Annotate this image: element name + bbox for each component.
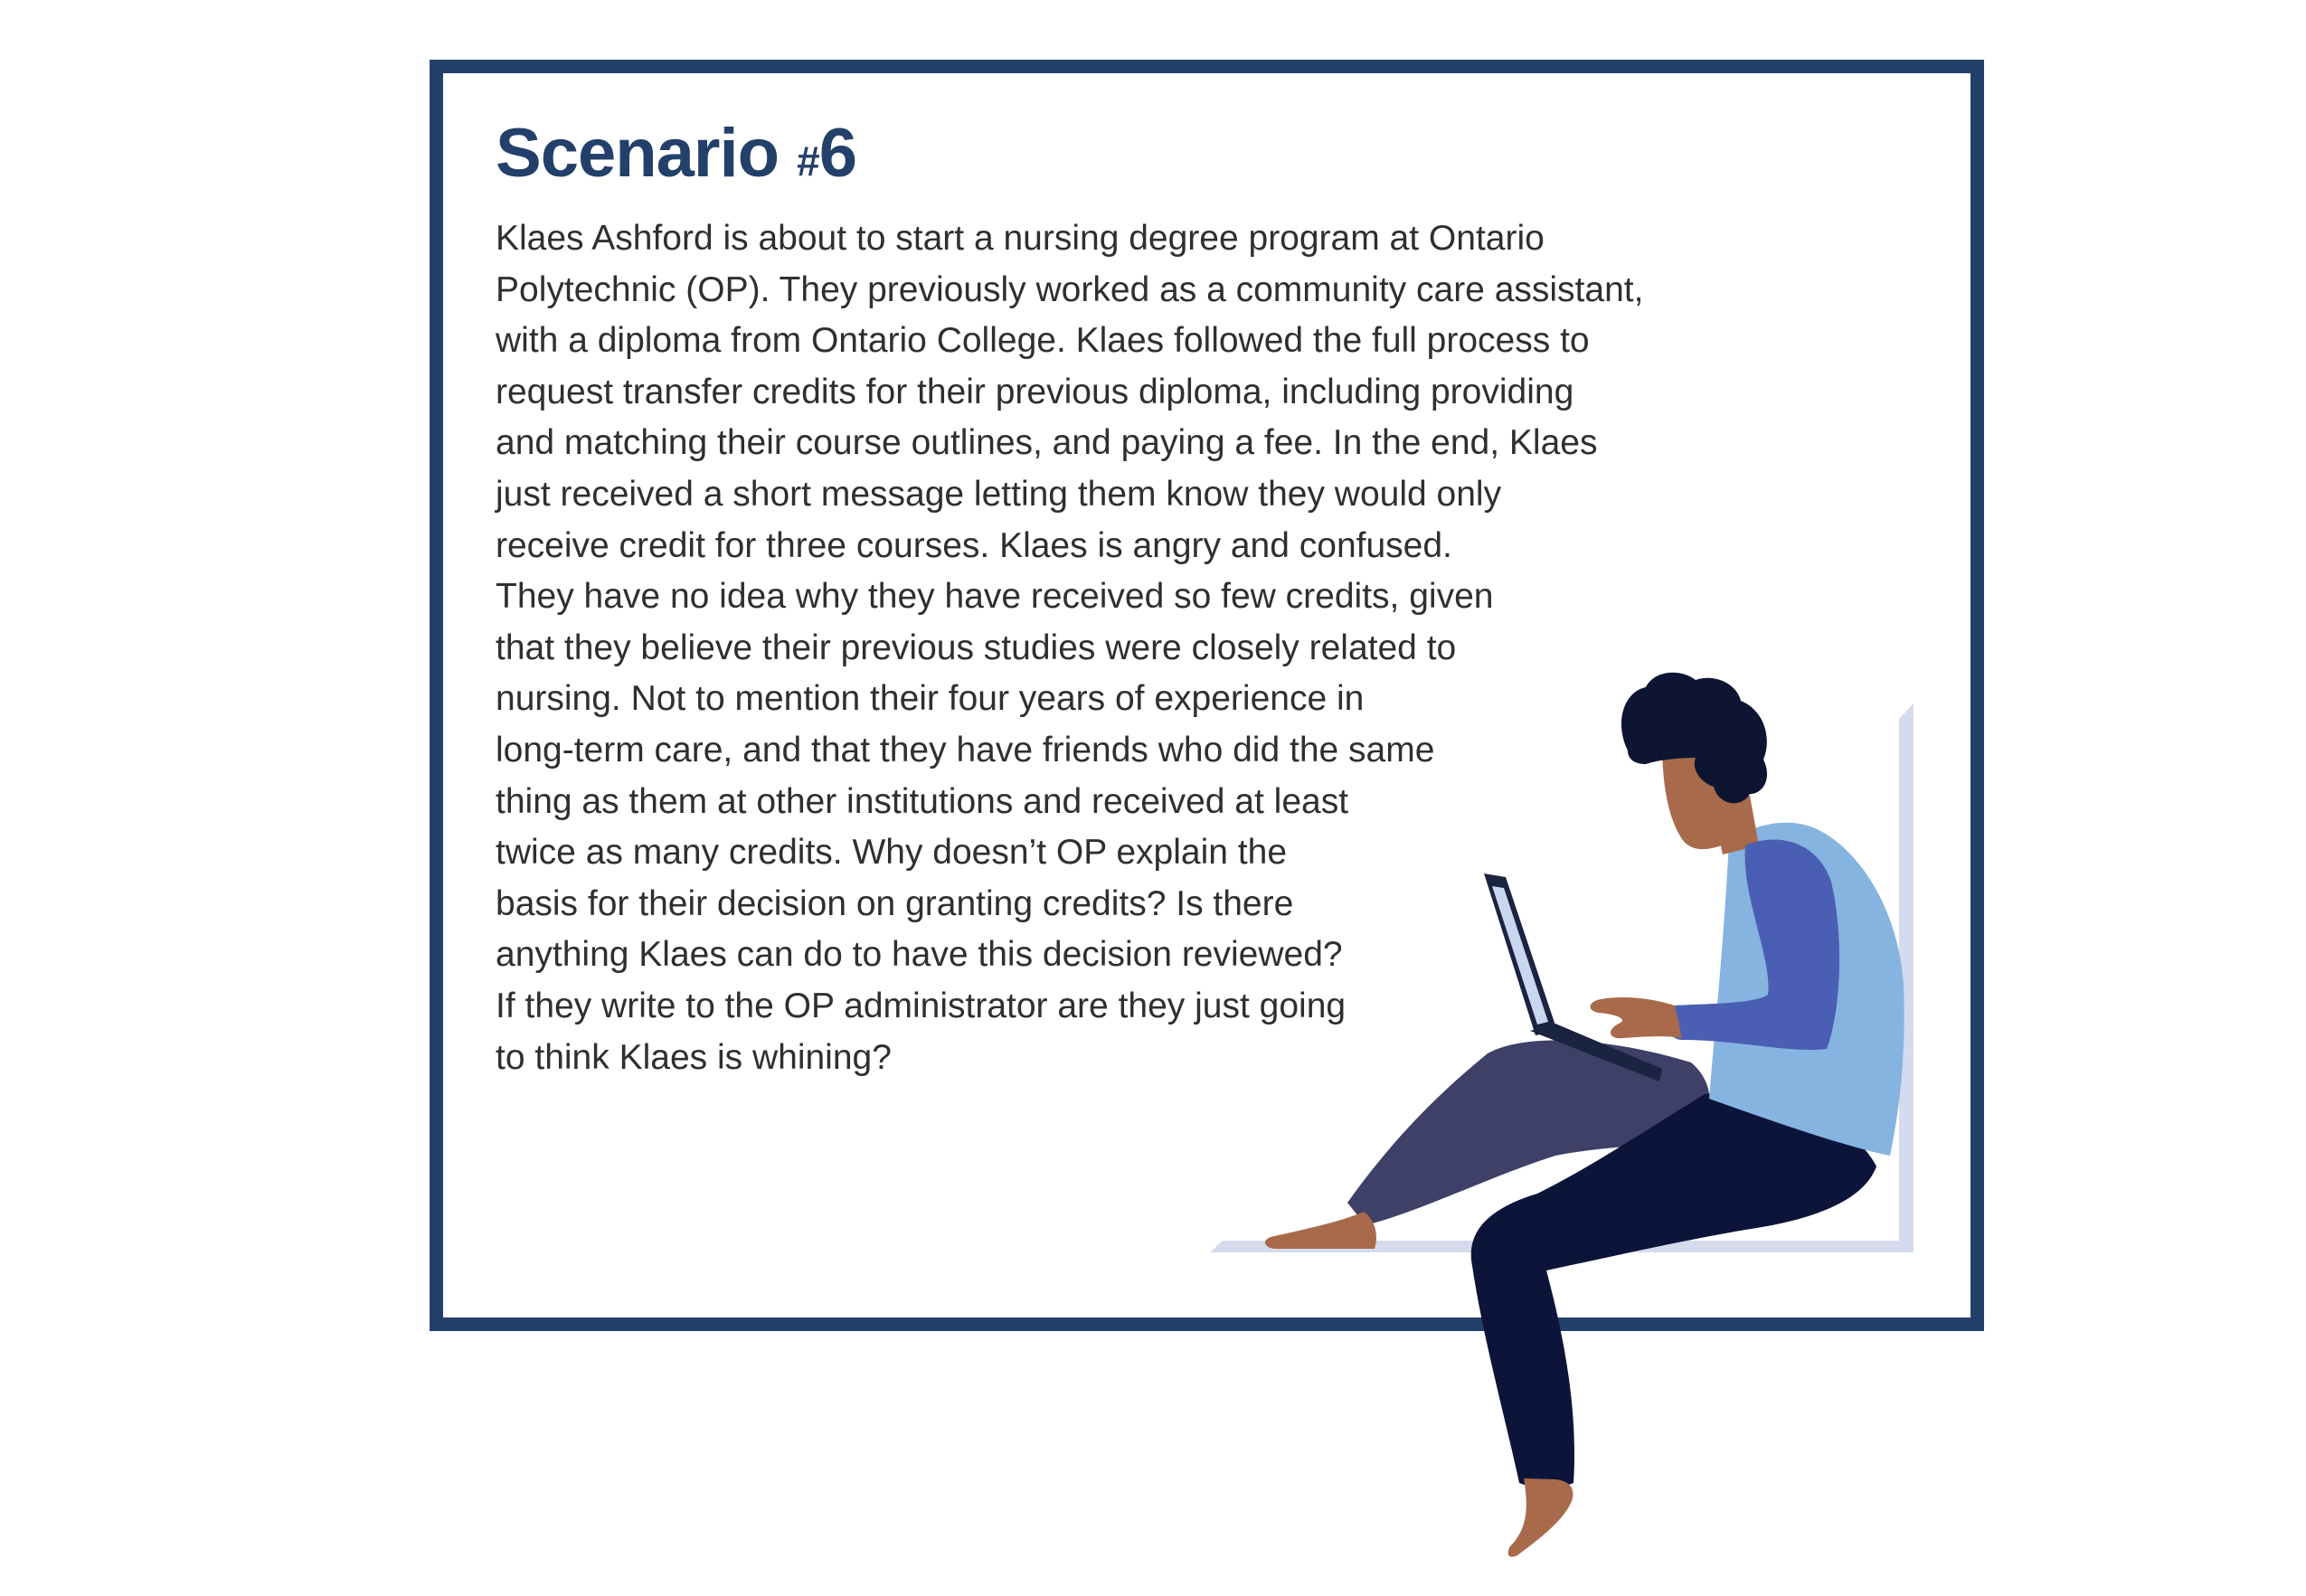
scenario-line: nursing. Not to mention their four years of experience in	[496, 679, 1365, 719]
scenario-line: anything Klaes can do to have this decision reviewed?	[496, 935, 1343, 975]
scenario-line: just received a short message letting them know they would only	[496, 474, 1502, 514]
scenario-line: twice as many credits. Why doesn’t OP explain the	[496, 833, 1288, 873]
scenario-line: long-term care, and that they have friends who did the same	[496, 730, 1435, 770]
scenario-line: thing as them at other institutions and received at least	[496, 781, 1349, 821]
front-foot	[1508, 1478, 1574, 1557]
scenario-line: Klaes Ashford is about to start a nursing degree program at Ontario	[496, 219, 1545, 258]
scenario-title-number: 6	[818, 115, 857, 192]
scenario-line: with a diploma from Ontario College. Klaes followed the full process to	[496, 321, 1590, 361]
scenario-description	[496, 213, 1643, 1083]
scenario-line: Polytechnic (OP). They previously worked as a community care assistant,	[496, 269, 1644, 309]
scenario-title	[496, 109, 856, 199]
scenario-line: to think Klaes is whining?	[496, 1037, 892, 1077]
scenario-title-hash: #	[797, 137, 819, 184]
scenario-line: They have no idea why they have received so few credits, given	[496, 577, 1494, 617]
scenario-line: basis for their decision on granting credits? Is there	[496, 883, 1294, 923]
scenario-line: request transfer credits for their previous diploma, including providing	[496, 372, 1574, 411]
scenario-line: receive credit for three courses. Klaes is angry and confused.	[496, 525, 1452, 565]
scenario-line: that they believe their previous studies were closely related to	[496, 628, 1457, 667]
scenario-line: and matching their course outlines, and paying a fee. In the end, Klaes	[496, 423, 1598, 463]
scenario-line: If they write to the OP administrator are they just going	[496, 986, 1347, 1025]
scenario-title-word: Scenario	[496, 115, 780, 192]
